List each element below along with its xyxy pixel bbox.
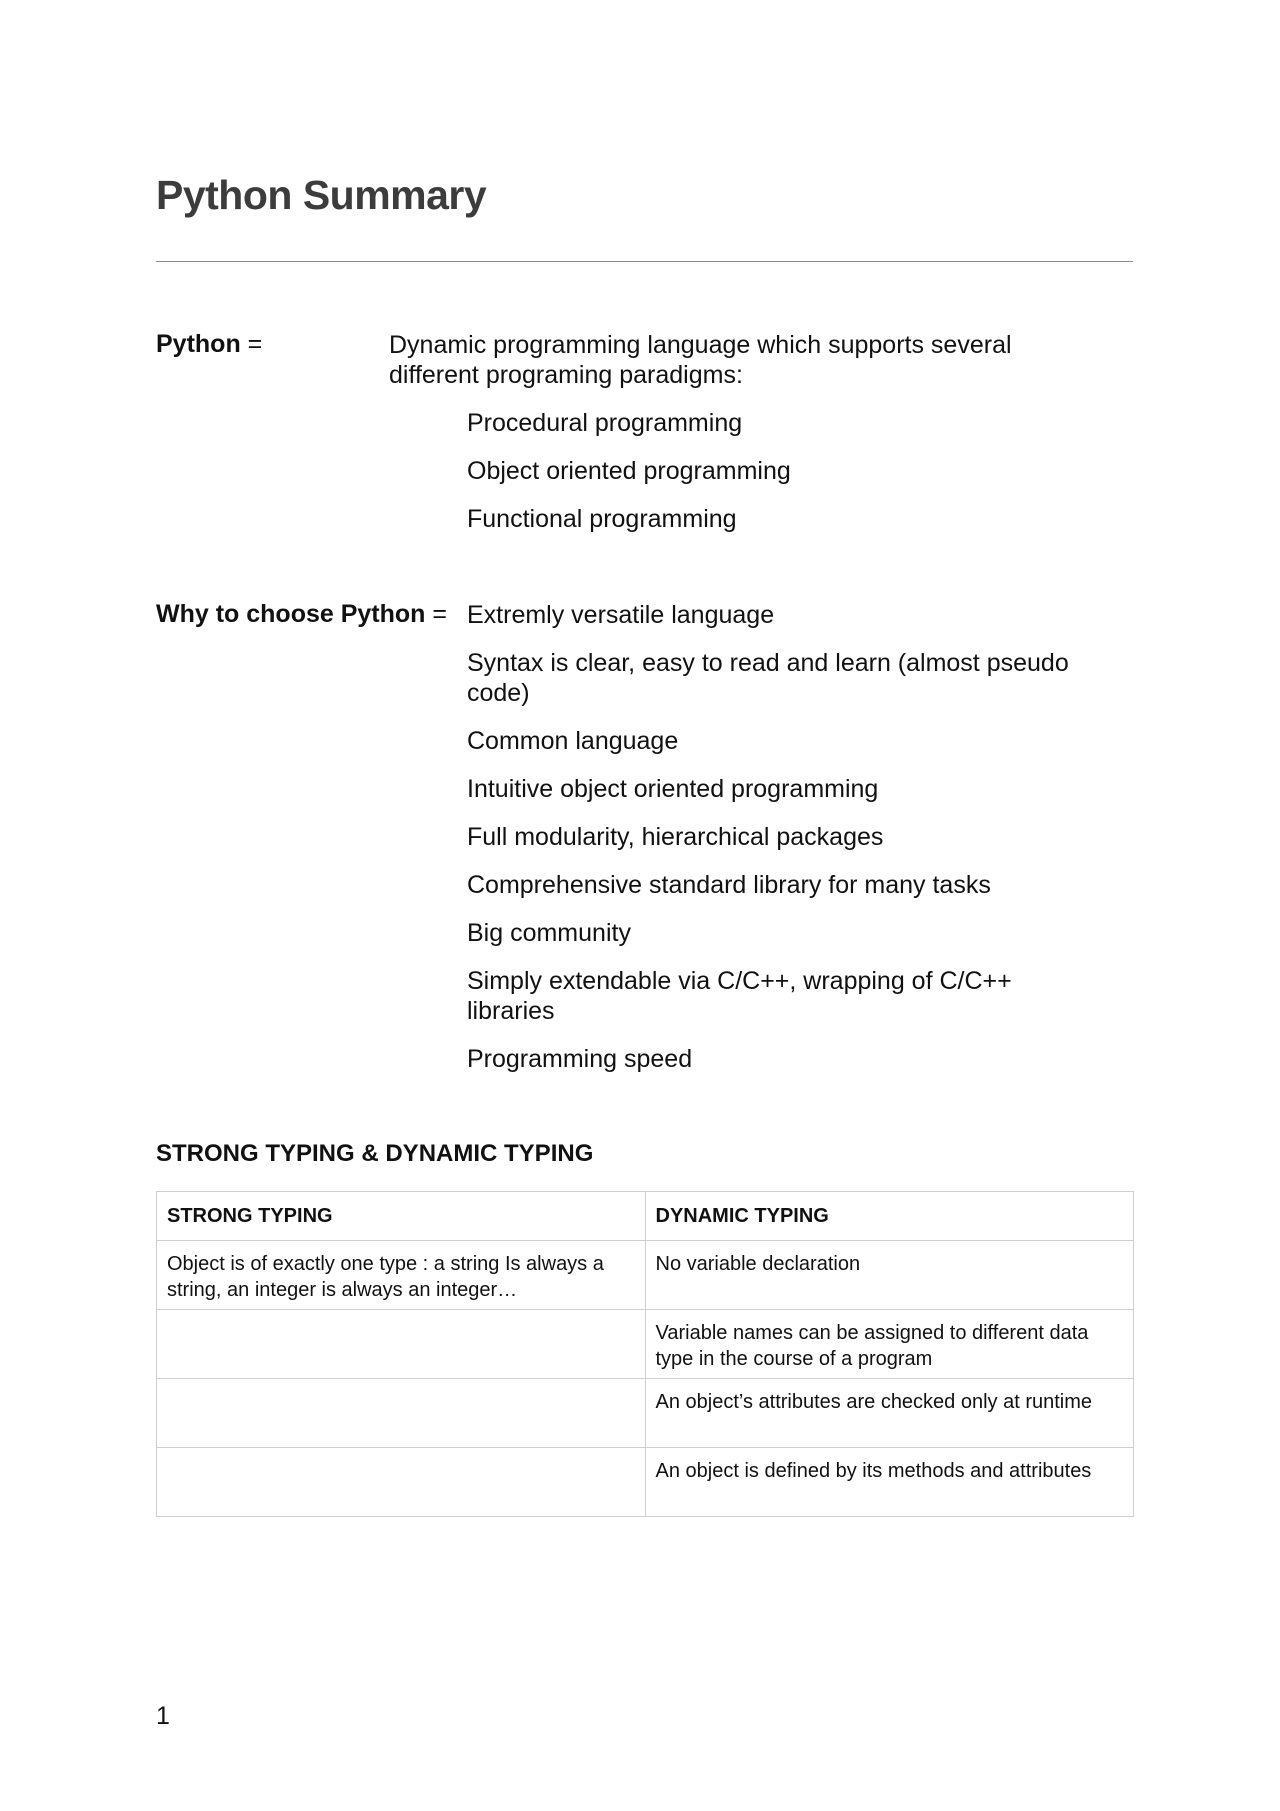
typing-section-heading: STRONG TYPING & DYNAMIC TYPING xyxy=(156,1140,594,1167)
table-cell xyxy=(157,1310,646,1379)
why-python-term xyxy=(156,600,447,629)
reason-item: Big community xyxy=(467,919,631,947)
table-cell: An object’s attributes are checked only at runtime xyxy=(645,1379,1134,1448)
python-term-label: Python xyxy=(156,330,241,358)
reason-item: Syntax is clear, easy to read and learn (almost pseudo code) xyxy=(467,649,1069,707)
python-term-equals: = xyxy=(240,330,263,358)
paradigm-item: Object oriented programming xyxy=(467,457,791,485)
reason-item: Simply extendable via C/C++, wrapping of C/C++ libraries xyxy=(467,967,1012,1025)
reason-item: Extremly versatile language xyxy=(467,601,775,629)
table-cell xyxy=(157,1448,646,1517)
reason-item: Intuitive object oriented programming xyxy=(467,775,879,803)
table-header-row xyxy=(157,1192,1134,1241)
table-cell: No variable declaration xyxy=(645,1241,1134,1310)
table-row xyxy=(157,1241,1134,1310)
reason-item: Full modularity, hierarchical packages xyxy=(467,823,884,851)
reason-item: Comprehensive standard library for many tasks xyxy=(467,871,991,899)
why-python-term-equals: = xyxy=(425,600,447,628)
table-cell: Variable names can be assigned to different data type in the course of a program xyxy=(645,1310,1134,1379)
typing-comparison-table xyxy=(156,1191,1134,1517)
python-definition xyxy=(389,330,1012,390)
page-number: 1 xyxy=(156,1702,170,1730)
table-row xyxy=(157,1379,1134,1448)
table-header-dynamic-typing: DYNAMIC TYPING xyxy=(645,1192,1134,1241)
why-python-term-label: Why to choose Python xyxy=(156,600,426,628)
python-term xyxy=(156,330,262,359)
page-title: Python Summary xyxy=(156,172,487,218)
reason-item: Common language xyxy=(467,727,679,755)
table-row xyxy=(157,1448,1134,1517)
python-definition-line-2: different programing paradigms: xyxy=(389,361,743,389)
table-cell: An object is defined by its methods and attributes xyxy=(645,1448,1134,1517)
title-divider xyxy=(156,261,1133,262)
reason-item: Programming speed xyxy=(467,1045,693,1073)
table-header-strong-typing: STRONG TYPING xyxy=(157,1192,646,1241)
table-row xyxy=(157,1310,1134,1379)
paradigm-item: Procedural programming xyxy=(467,409,743,437)
table-cell: Object is of exactly one type : a string Is always a string, an integer is always an integer… xyxy=(157,1241,646,1310)
table-cell xyxy=(157,1379,646,1448)
paradigm-item: Functional programming xyxy=(467,505,737,533)
python-definition-line-1: Dynamic programming language which supports several xyxy=(389,331,1012,359)
